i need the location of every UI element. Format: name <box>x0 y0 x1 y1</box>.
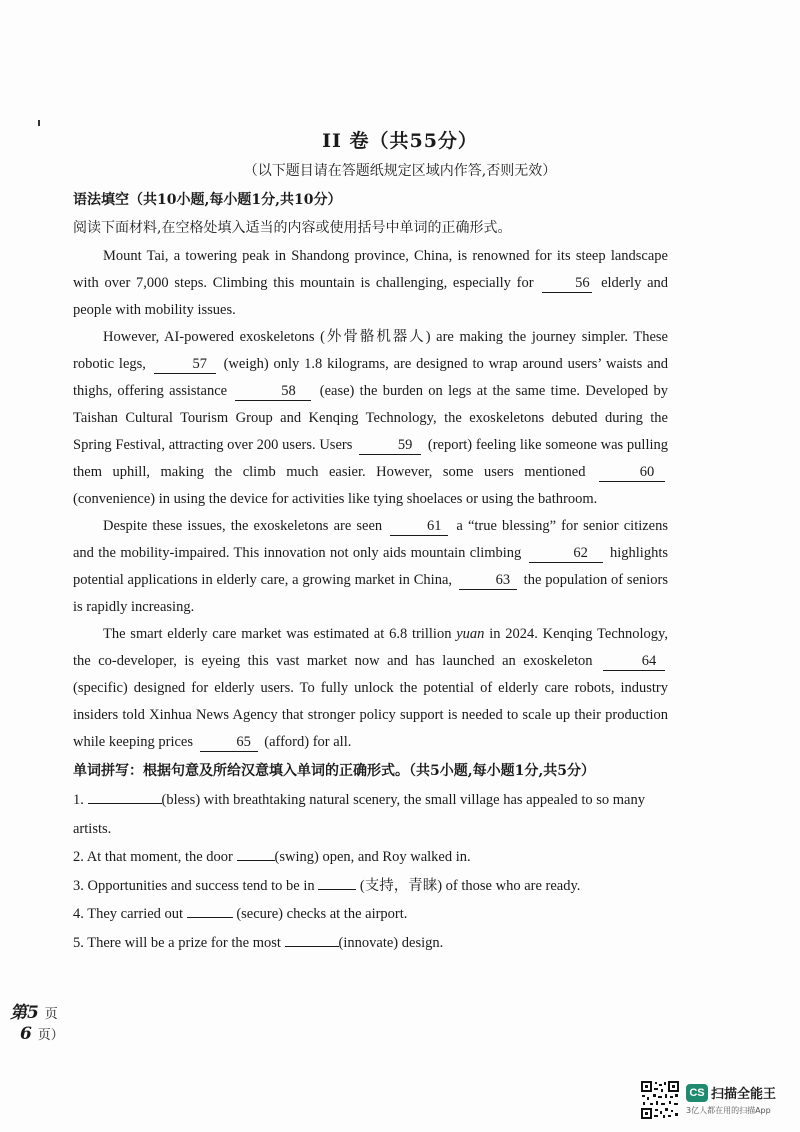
passage-paragraph-4: The smart elderly care market was estimated at 6.8 trillion yuan in 2024. Kenqing Technology, the co-developer, is eyeing this vast market now and has launched an exoskeleton 64 (specific) designed for elderly users. To fully unlock the potential of elderly care robots, industry insiders told Xinhua News Agency that stronger policy support is needed to scale up their production while keeping prices 65 (afford) for all. <box>73 626 668 750</box>
passage-paragraph-1: Mount Tai, a towering peak in Shandong province, China, is renowned for its steep landscape with over 7,000 steps. Climbing this mountain is challenging, especially for 56 elderly and people with mobility issues. <box>73 248 668 318</box>
qr-code-icon <box>640 1080 680 1120</box>
scanner-watermark <box>686 1082 792 1116</box>
camscanner-logo-icon: CS <box>686 1084 708 1102</box>
section-title: II 卷（共55分） <box>322 130 478 152</box>
brand-name: 扫描全能王 <box>711 1087 777 1102</box>
passage-paragraph-3: Despite these issues, the exoskeletons are seen 61 a “true blessing” for senior citizens and the mobility-impaired. This innovation not only aids mountain climbing 62 highlights potential applications in elderly care, a growing market in China, 63 the population of seniors is rapidly increasing. <box>73 518 669 615</box>
answer-blank-65[interactable]: 65 <box>200 733 258 752</box>
list-item: 4. They carried out (secure) checks at the airport. <box>73 900 668 929</box>
list-item: 1. (bless) with breathtaking natural scenery, the small village has appealed to so many artists. <box>73 786 668 843</box>
page-number-total: 6 页） <box>20 1024 64 1044</box>
word-spelling-list <box>73 786 668 957</box>
answer-blank-57[interactable]: 57 <box>154 355 216 374</box>
answer-blank-63[interactable]: 63 <box>459 571 517 590</box>
answer-blank-60[interactable]: 60 <box>599 463 665 482</box>
section-subtitle: （以下题目请在答题纸规定区域内作答,否则无效） <box>243 163 557 179</box>
answer-blank-59[interactable]: 59 <box>359 436 421 455</box>
answer-blank-58[interactable]: 58 <box>235 382 311 401</box>
passage-paragraph-2: However, AI-powered exoskeletons (外骨骼机器人) are making the journey simpler. These robotic legs, 57 (weigh) only 1.8 kilograms, are designed to wrap around users’ waists and thighs, offering assistance 58 (ease) the burden on legs at the same time. Developed by Taishan Cultural Tourism Group and Kenqing Technology, the exoskeletons debuted during the Spring Festival, attracting over 200 users. Users 59 (report) feeling like someone was pulling them uphill, making the climb much easier. However, some users mentioned 60 (convenience) in using the device for activities like tying shoelaces or using the bathroom. <box>73 329 669 507</box>
grammar-fill-instruction: 阅读下面材料,在空格处填入适当的内容或使用括号中单词的正确形式。 <box>73 220 512 236</box>
answer-blank-62[interactable]: 62 <box>529 544 603 563</box>
list-item: 2. At that moment, the door (swing) open, and Roy walked in. <box>73 843 668 872</box>
answer-blank-5[interactable] <box>285 930 339 947</box>
answer-blank-2[interactable] <box>237 844 275 861</box>
answer-blank-64[interactable]: 64 <box>603 652 665 671</box>
italic-yuan: yuan <box>456 626 485 642</box>
page-number-current: 第5 页 <box>10 1003 58 1023</box>
word-spelling-heading: 单词拼写：根据句意及所给汉意填入单词的正确形式。（共5小题,每小题1分,共5分） <box>73 763 595 779</box>
answer-blank-61[interactable]: 61 <box>390 517 448 536</box>
answer-blank-56[interactable]: 56 <box>542 274 592 293</box>
brand-tagline: 3亿人都在用的扫描App <box>686 1106 771 1115</box>
answer-blank-4[interactable] <box>187 901 233 918</box>
answer-blank-3[interactable] <box>318 873 356 890</box>
answer-blank-1[interactable] <box>88 787 162 804</box>
reading-passage <box>73 243 668 756</box>
list-item: 5. There will be a prize for the most (innovate) design. <box>73 929 668 958</box>
grammar-fill-heading: 语法填空（共10小题,每小题1分,共10分） <box>73 192 342 208</box>
list-item: 3. Opportunities and success tend to be in (支持，青睐) of those who are ready. <box>73 872 668 901</box>
